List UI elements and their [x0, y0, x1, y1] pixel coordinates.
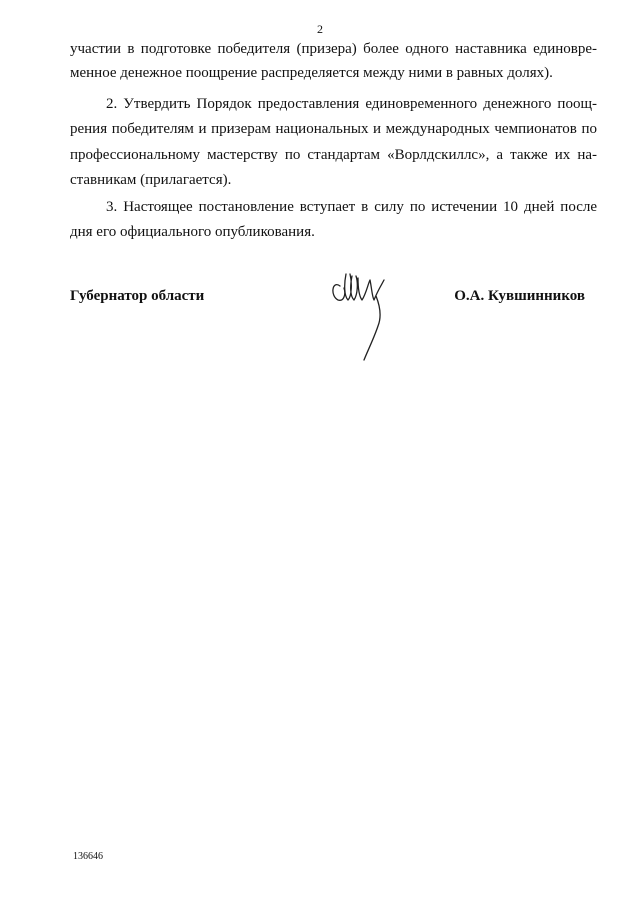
signature-block	[70, 288, 597, 368]
paragraph-2-line-3: профессиональному мастерству по стандартам «Ворлдскиллс», а также их на-	[70, 147, 597, 163]
paragraph-3-line-2: дня его официального опубликования.	[70, 224, 315, 240]
paragraph-2-line-4: ставникам (прилагается).	[70, 172, 232, 188]
paragraph-1-line-1: участии в подготовке победителя (призера) более одного наставника единовре-	[70, 41, 597, 57]
handwritten-signature	[328, 266, 398, 362]
signer-name: О.А. Кувшинников	[454, 288, 585, 304]
paragraph-3-line-1: 3. Настоящее постановление вступает в силу по истечении 10 дней после	[106, 199, 597, 215]
paragraph-2-line-1: 2. Утвердить Порядок предоставления единовременного денежного поощ-	[106, 96, 597, 112]
paragraph-1-line-2: менное денежное поощрение распределяется между ними в равных долях).	[70, 65, 553, 81]
page-number: 2	[317, 22, 323, 36]
signer-title: Губернатор области	[70, 288, 205, 304]
paragraph-2-line-2: рения победителям и призерам национальных и международных чемпионатов по	[70, 121, 597, 137]
document-number: 136646	[73, 851, 103, 862]
